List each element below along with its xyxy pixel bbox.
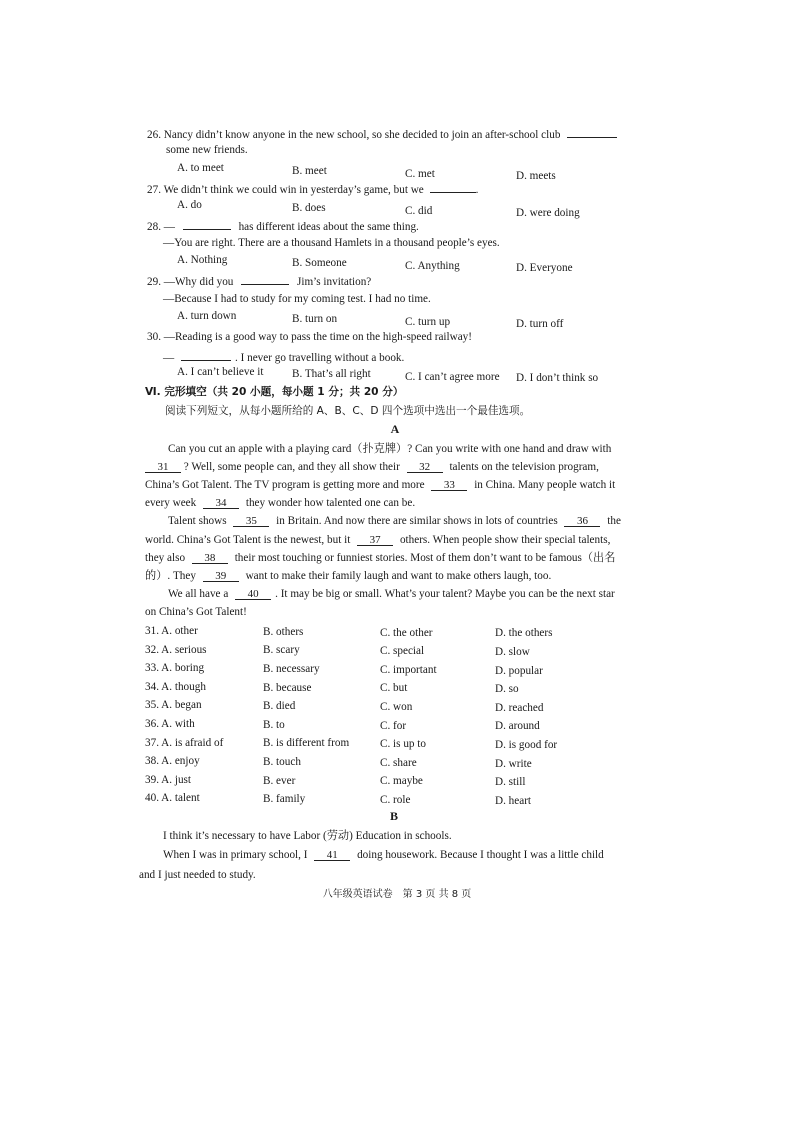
option-32-b: B. scary: [263, 644, 300, 657]
option-30-c: C. I can’t agree more: [405, 371, 500, 383]
passage-a-line-1: Can you cut an apple with a playing card（扑克牌）? Can you write with one hand and draw with: [168, 443, 612, 455]
option-39-a: 39. A. just: [145, 773, 192, 786]
section-instruction: 阅读下列短文，从每小题所给的 A、B、C、D 四个选项中选出一个最佳选项。: [165, 405, 531, 417]
passage-a-line-7: they also 38 their most touching or funniest stories. Most of them don’t want to be famous（出名: [145, 552, 616, 564]
option-28-b: B. Someone: [292, 257, 347, 269]
option-28-a: A. Nothing: [177, 254, 228, 266]
blank-36: 36: [564, 514, 600, 527]
option-35-d: D. reached: [495, 701, 544, 714]
option-36-a: 36. A. with: [145, 718, 195, 730]
option-38-a: 38. A. enjoy: [145, 755, 200, 768]
option-36-b: B. to: [263, 718, 285, 731]
blank-41: 41: [314, 848, 350, 861]
blank-35: 35: [233, 514, 269, 527]
option-34-b: B. because: [263, 681, 312, 694]
option-33-d: D. popular: [495, 664, 543, 677]
option-32-c: C. special: [380, 645, 425, 658]
option-38-b: B. touch: [263, 756, 301, 768]
option-30-a: A. I can’t believe it: [177, 366, 264, 378]
blank-38: 38: [192, 551, 228, 564]
option-32-a: 32. A. serious: [145, 643, 207, 656]
passage-b-line-2: When I was in primary school, I 41 doing housework. Because I thought I was a little child: [163, 849, 604, 861]
passage-a-line-5: Talent shows 35 in Britain. And now there are similar shows in lots of countries 36 the: [168, 515, 621, 527]
option-40-c: C. role: [380, 794, 411, 806]
passage-b-line-3: and I just needed to study.: [139, 869, 256, 881]
option-37-c: C. is up to: [380, 738, 427, 751]
blank-32: 32: [407, 460, 443, 473]
option-33-b: B. necessary: [263, 663, 320, 675]
option-29-c: C. turn up: [405, 316, 451, 328]
section-title: Ⅵ. 完形填空（共 20 小题，每小题 1 分；共 20 分）: [145, 386, 404, 398]
answer-blank: [430, 180, 476, 193]
passage-a-line-4: every week 34 they wonder how talented one can be.: [145, 497, 416, 509]
passage-a-line-6: world. China’s Got Talent is the newest, but it 37 others. When people show their special talents,: [145, 534, 611, 546]
answer-blank: [241, 272, 289, 285]
passage-b-heading: B: [389, 809, 398, 823]
option-38-c: C. share: [380, 756, 417, 769]
option-39-c: C. maybe: [380, 775, 423, 788]
option-26-d: D. meets: [516, 170, 556, 182]
answer-blank: [183, 217, 231, 230]
option-34-d: D. so: [495, 683, 519, 696]
passage-a-heading: A: [390, 422, 400, 436]
option-35-c: C. won: [380, 701, 413, 713]
option-40-a: 40. A. talent: [145, 792, 200, 805]
option-36-c: C. for: [380, 719, 407, 732]
option-27-a: A. do: [177, 199, 202, 211]
blank-39: 39: [203, 569, 239, 582]
option-26-c: C. met: [405, 168, 435, 180]
question-29-stem: 29. —Why did you Jim’s invitation?: [147, 272, 371, 289]
option-31-c: C. the other: [380, 626, 433, 639]
answer-blank: [181, 348, 231, 361]
question-28-stem: 28. — has different ideas about the same thing.: [147, 217, 419, 234]
blank-31: 31: [145, 460, 181, 473]
option-28-d: D. Everyone: [516, 262, 573, 274]
option-38-d: D. write: [495, 757, 532, 770]
option-29-b: B. turn on: [292, 313, 338, 325]
blank-33: 33: [431, 478, 467, 491]
question-30-reply: — . I never go travelling without a book.: [163, 348, 404, 365]
question-30-stem: 30. —Reading is a good way to pass the time on the high-speed railway!: [147, 331, 472, 343]
option-37-a: 37. A. is afraid of: [145, 736, 224, 749]
option-30-b: B. That’s all right: [292, 368, 371, 380]
option-40-b: B. family: [263, 793, 306, 806]
passage-a-line-2: 31 ? Well, some people can, and they all show their 32 talents on the television program,: [145, 460, 599, 474]
question-26-stem: 26. Nancy didn’t know anyone in the new school, so she decided to join an after-school club: [147, 125, 617, 142]
option-27-b: B. does: [292, 202, 326, 214]
option-33-c: C. important: [380, 663, 437, 676]
option-35-a: 35. A. began: [145, 699, 202, 712]
option-29-a: A. turn down: [177, 310, 237, 322]
answer-blank: [567, 125, 617, 138]
option-39-d: D. still: [495, 776, 526, 789]
passage-a-line-9: We all have a 40 . It may be big or small. What’s your talent? Maybe you can be the next star: [168, 588, 615, 600]
question-26-stem-cont: some new friends.: [166, 144, 248, 156]
question-28-reply: —You are right. There are a thousand Hamlets in a thousand people’s eyes.: [163, 237, 500, 249]
option-31-d: D. the others: [495, 627, 553, 640]
blank-40: 40: [235, 587, 271, 600]
question-27-stem: 27. We didn’t think we could win in yesterday’s game, but we .: [147, 180, 478, 197]
option-30-d: D. I don’t think so: [516, 372, 599, 384]
option-26-a: A. to meet: [177, 162, 224, 174]
option-39-b: B. ever: [263, 774, 296, 787]
option-35-b: B. died: [263, 700, 296, 713]
option-36-d: D. around: [495, 720, 540, 733]
option-40-d: D. heart: [495, 794, 532, 807]
option-31-a: 31. A. other: [145, 625, 198, 637]
option-34-c: C. but: [380, 682, 408, 695]
passage-a-line-10: on China’s Got Talent!: [145, 606, 247, 618]
option-28-c: C. Anything: [405, 260, 460, 272]
passage-b-line-1: I think it’s necessary to have Labor (劳动) Education in schools.: [163, 830, 452, 842]
blank-34: 34: [203, 496, 239, 509]
option-27-d: D. were doing: [516, 207, 580, 219]
passage-a-line-3: China’s Got Talent. The TV program is getting more and more 33 in China. Many people watch it: [145, 479, 616, 491]
passage-a-line-8: 的）. They 39 want to make their family laugh and want to make others laugh, too.: [145, 570, 552, 582]
option-37-b: B. is different from: [263, 737, 350, 750]
option-33-a: 33. A. boring: [145, 662, 205, 675]
option-31-b: B. others: [263, 625, 304, 638]
option-27-c: C. did: [405, 205, 433, 217]
option-29-d: D. turn off: [516, 318, 564, 330]
question-29-reply: —Because I had to study for my coming test. I had no time.: [163, 293, 431, 305]
page-footer: 八年级英语试卷 第 3 页 共 8 页: [322, 889, 472, 900]
blank-37: 37: [357, 533, 393, 546]
option-34-a: 34. A. though: [145, 680, 206, 693]
option-37-d: D. is good for: [495, 739, 558, 751]
option-26-b: B. meet: [292, 165, 327, 177]
option-32-d: D. slow: [495, 646, 530, 658]
